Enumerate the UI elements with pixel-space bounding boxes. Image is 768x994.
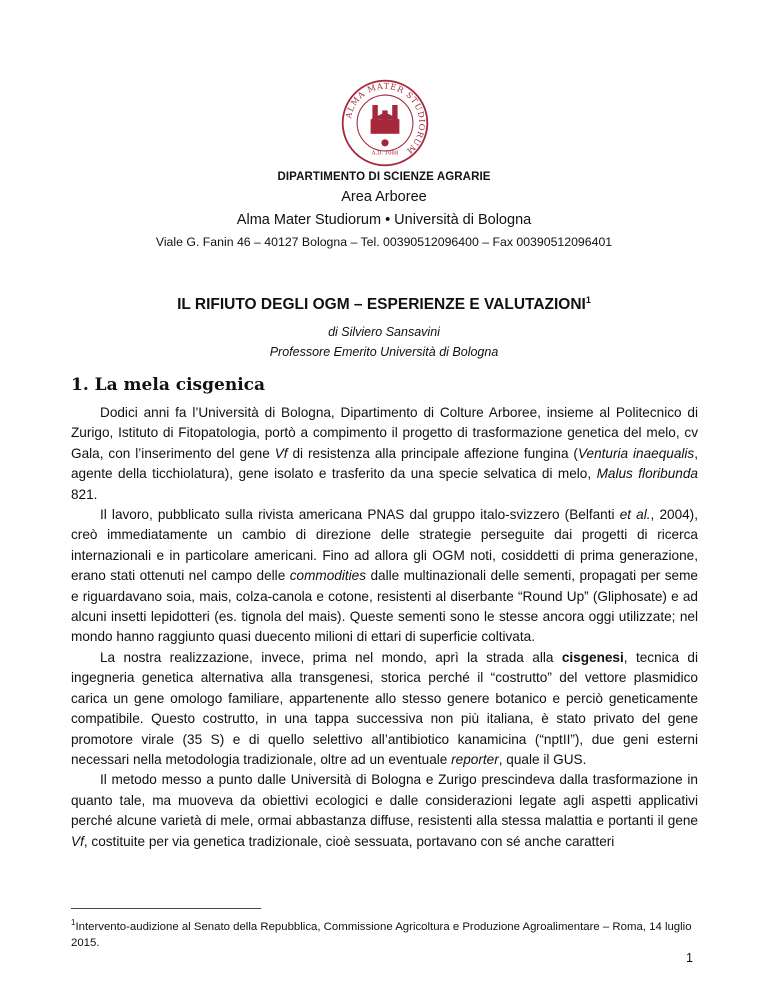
footnote — [71, 915, 698, 951]
text-run: dalle multinazionali delle sementi, propagati per seme e riguardavano soia, mais, colza-canola e cotone, resistenti al diserbante “Round Up” (Gliphosate) e ad alcuni insetti lepidotteri (es. tignola del mais). Queste sementi sono le stesse ancora oggi utilizzate; nel mondo hanno raggiunto quasi duecento milioni di ettari di superficie coltivata. — [71, 568, 698, 645]
department-name: DIPARTIMENTO DI SCIENZE AGRARIE — [277, 171, 491, 183]
text-run: , quale il GUS. — [498, 751, 587, 767]
text-run: di resistenza alla principale affezione fungina ( — [287, 445, 578, 461]
article-title — [0, 296, 768, 314]
contact-address: Viale G. Fanin 46 – 40127 Bologna – Tel. 00390512096400 – Fax 00390512096401 — [155, 235, 613, 249]
italic-text: Malus floribunda — [596, 466, 698, 482]
text-run: , tecnica di ingegneria genetica alternativa alla transgenesi, storica perché il “costrutto” del vettore plasmidico carica un gene omologo familiare, appartenente allo stesso genere botanico e perciò geneticamente compatibile. Questo costrutto, in una tappa successiva non più italiana, è stato privato del gene promotore virale (35 S) e di quello selettivo all’antibiotico kanamicina (“nptII”), due geni esterni necessari nella metodologia tradizionale, oltre ad un eventuale — [71, 649, 698, 767]
paragraph — [71, 770, 698, 852]
italic-text: Vf — [274, 445, 288, 461]
paragraph — [71, 648, 698, 770]
author-role: Professore Emerito Università di Bologna — [269, 345, 499, 359]
italic-text: Vf — [71, 833, 84, 849]
footnote-divider — [71, 908, 261, 909]
italic-text: commodities — [289, 568, 367, 584]
paragraph — [71, 505, 698, 648]
university-name: Alma Mater Studiorum • Università di Bologna — [236, 212, 532, 228]
section-heading: 1. La mela cisgenica — [71, 375, 266, 395]
section-body — [71, 403, 698, 852]
text-run: , 2004), creò immediatamente un cambio di direzione delle strategie perseguite dai progetti di ricerca internazionali e in particolare americani. Fino ad allora gli OGM noti, cosiddetti di prima generazione, erano stati ottenuti nel campo delle — [71, 507, 698, 584]
svg-text:ALMA MATER STUDIORUM: ALMA MATER STUDIORUM — [343, 80, 428, 157]
footnote-mark: 1 — [71, 918, 76, 927]
footnote-text: Intervento-audizione al Senato della Repubblica, Commissione Agricoltura e Produzione Agroalimentare – Roma, 14 luglio 2015. — [71, 920, 692, 949]
text-run: , costituite per via genetica tradizionale, cioè sessuata, portavano con sé anche caratteri — [83, 833, 615, 849]
italic-text: reporter — [451, 751, 499, 767]
text-run: Il metodo messo a punto dalle Università di Bologna e Zurigo prescindeva dalla trasformazione in quanto tale, ma muoveva da obiettivi ecologici e dalle considerazioni legate agli aspetti applicativi perché alcune varietà di mele, ormai abbastanza diffuse, resistenti alla stessa malattia e portanti il gene — [71, 772, 698, 829]
area-name: Area Arboree — [341, 189, 427, 205]
text-run: Dodici anni fa l’Università di Bologna, Dipartimento di Colture Arboree, insieme al Politecnico di Zurigo, Istituto di Fitopatologia, portò a compimento il progetto di trasformazione genetica del melo, cv Gala, con l’inserimento del gene — [71, 405, 698, 461]
italic-text: et al. — [619, 507, 651, 523]
title-text: IL RIFIUTO DEGLI OGM – ESPERIENZE E VALUTAZIONI — [177, 296, 586, 313]
text-run: 821. — [71, 486, 98, 502]
page-number: 1 — [686, 951, 693, 965]
paragraph — [71, 403, 698, 505]
svg-text:A.D. 1088: A.D. 1088 — [371, 150, 399, 157]
italic-text: Venturia inaequalis — [577, 445, 695, 461]
text-run: , agente della ticchiolatura), gene isolato e trasferito da una specie selvatica di melo, — [71, 445, 699, 482]
author-line: di Silviero Sansavini — [328, 325, 440, 339]
bold-text: cisgenesi — [561, 649, 624, 665]
text-run: Il lavoro, pubblicato sulla rivista americana PNAS dal gruppo italo-svizzero (Belfanti — [100, 507, 620, 523]
title-footnote-mark: 1 — [585, 294, 591, 305]
text-run: La nostra realizzazione, invece, prima nel mondo, aprì la strada alla — [100, 649, 562, 665]
university-seal-logo — [340, 78, 430, 168]
